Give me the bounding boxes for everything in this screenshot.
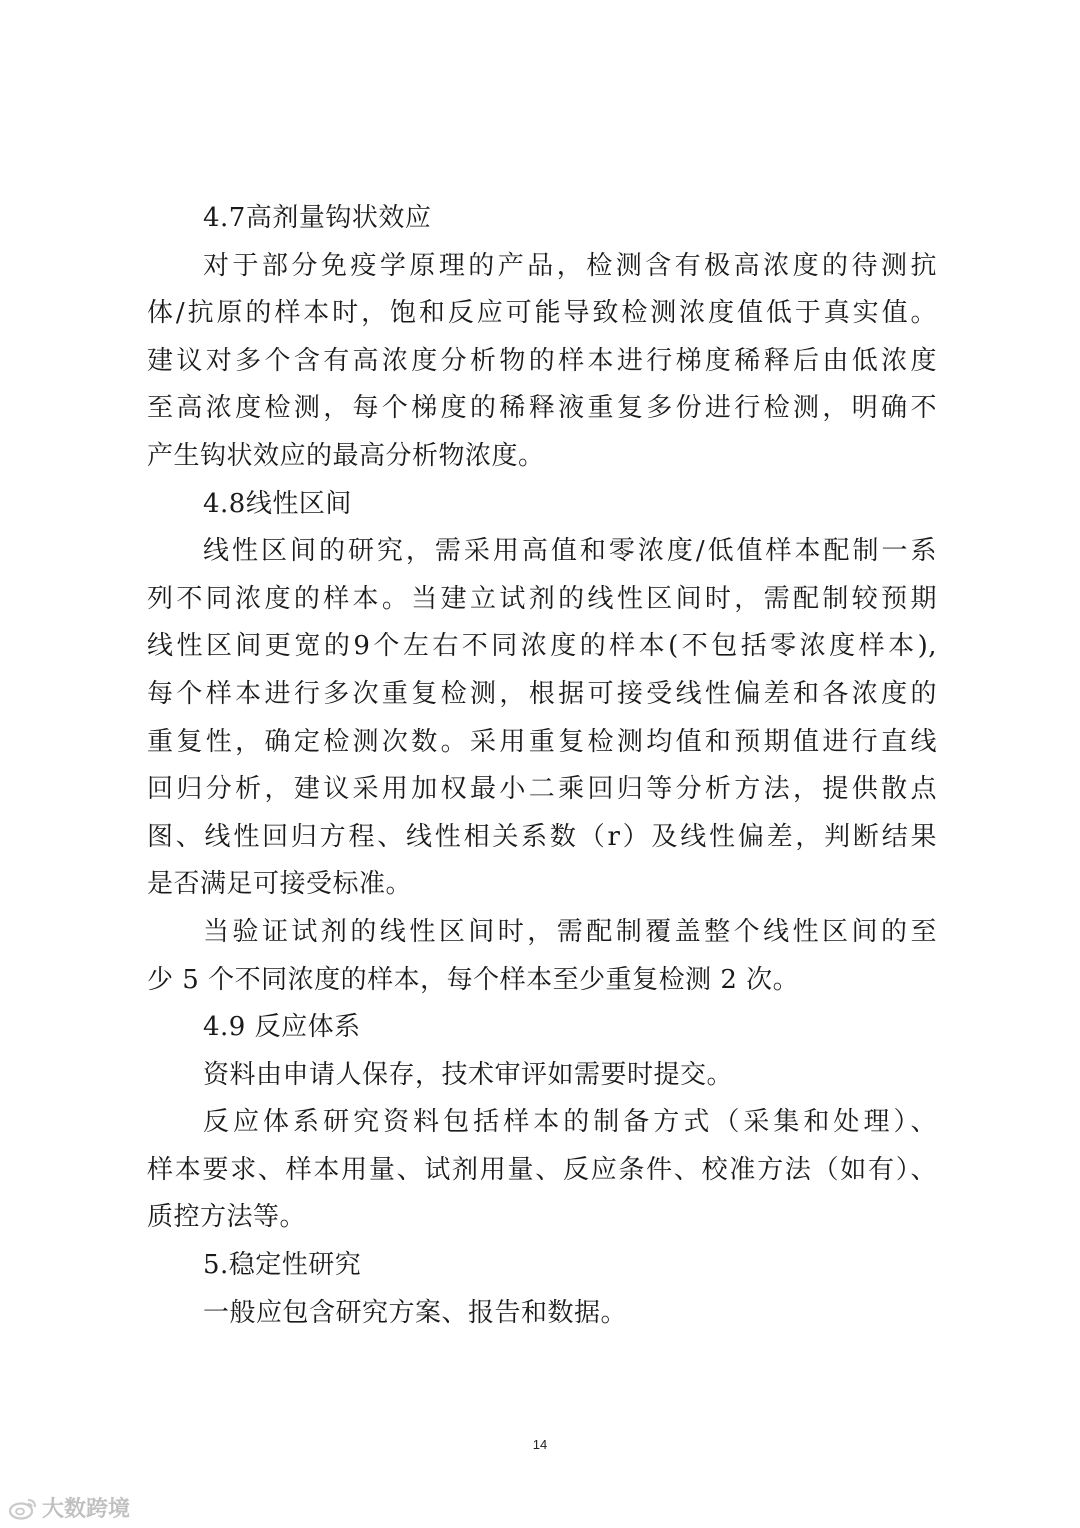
paragraph-line: 质控方法等。: [147, 1202, 307, 1233]
section-heading: 5.稳定性研究: [203, 1250, 362, 1281]
section-heading: 4.9 反应体系: [203, 1012, 361, 1043]
section-heading: 4.7高剂量钩状效应: [203, 203, 432, 233]
paragraph-line: 产生钩状效应的最高分析物浓度。: [147, 440, 545, 471]
document-body: [147, 195, 937, 1337]
paragraph-line: 反应体系研究资料包括样本的制备方式（采集和处理）、: [203, 1107, 937, 1138]
paragraph-line: 体/抗原的样本时，饱和反应可能导致检测浓度值低于真实值。: [147, 298, 937, 329]
paragraph-line: 建议对多个含有高浓度分析物的样本进行梯度稀释后由低浓度: [147, 345, 937, 376]
paragraph-line: 一般应包含研究方案、报告和数据。: [203, 1297, 628, 1328]
paragraph-line: 列不同浓度的样本。当建立试剂的线性区间时，需配制较预期: [147, 583, 937, 614]
watermark-text: 大数跨境: [42, 1497, 131, 1522]
watermark: [8, 1492, 130, 1523]
paragraph-line: 少 5 个不同浓度的样本，每个样本至少重复检测 2 次。: [147, 964, 800, 995]
page-number: 14: [532, 1437, 548, 1452]
paragraph-line: 样本要求、样本用量、试剂用量、反应条件、校准方法（如有）、: [147, 1154, 937, 1185]
weibo-logo-icon: [8, 1496, 38, 1520]
paragraph-line: 每个样本进行多次重复检测，根据可接受线性偏差和各浓度的: [147, 678, 937, 709]
paragraph-line: 线性区间更宽的9个左右不同浓度的样本(不包括零浓度样本),: [147, 631, 937, 662]
paragraph-line: 是否满足可接受标准。: [147, 869, 413, 900]
paragraph-line: 当验证试剂的线性区间时，需配制覆盖整个线性区间的至: [203, 916, 937, 947]
paragraph-line: 回归分析，建议采用加权最小二乘回归等分析方法，提供散点: [147, 774, 937, 805]
paragraph-line: 重复性，确定检测次数。采用重复检测均值和预期值进行直线: [147, 726, 937, 757]
paragraph-line: 线性区间的研究，需采用高值和零浓度/低值样本配制一系: [203, 536, 937, 567]
paragraph-line: 资料由申请人保存，技术审评如需要时提交。: [203, 1059, 734, 1090]
paragraph-line: 图、线性回归方程、线性相关系数（r）及线性偏差，判断结果: [147, 821, 937, 852]
paragraph-line: 至高浓度检测，每个梯度的稀释液重复多份进行检测，明确不: [147, 393, 937, 424]
paragraph-line: 对于部分免疫学原理的产品，检测含有极高浓度的待测抗: [203, 250, 937, 281]
section-heading: 4.8线性区间: [203, 488, 352, 519]
